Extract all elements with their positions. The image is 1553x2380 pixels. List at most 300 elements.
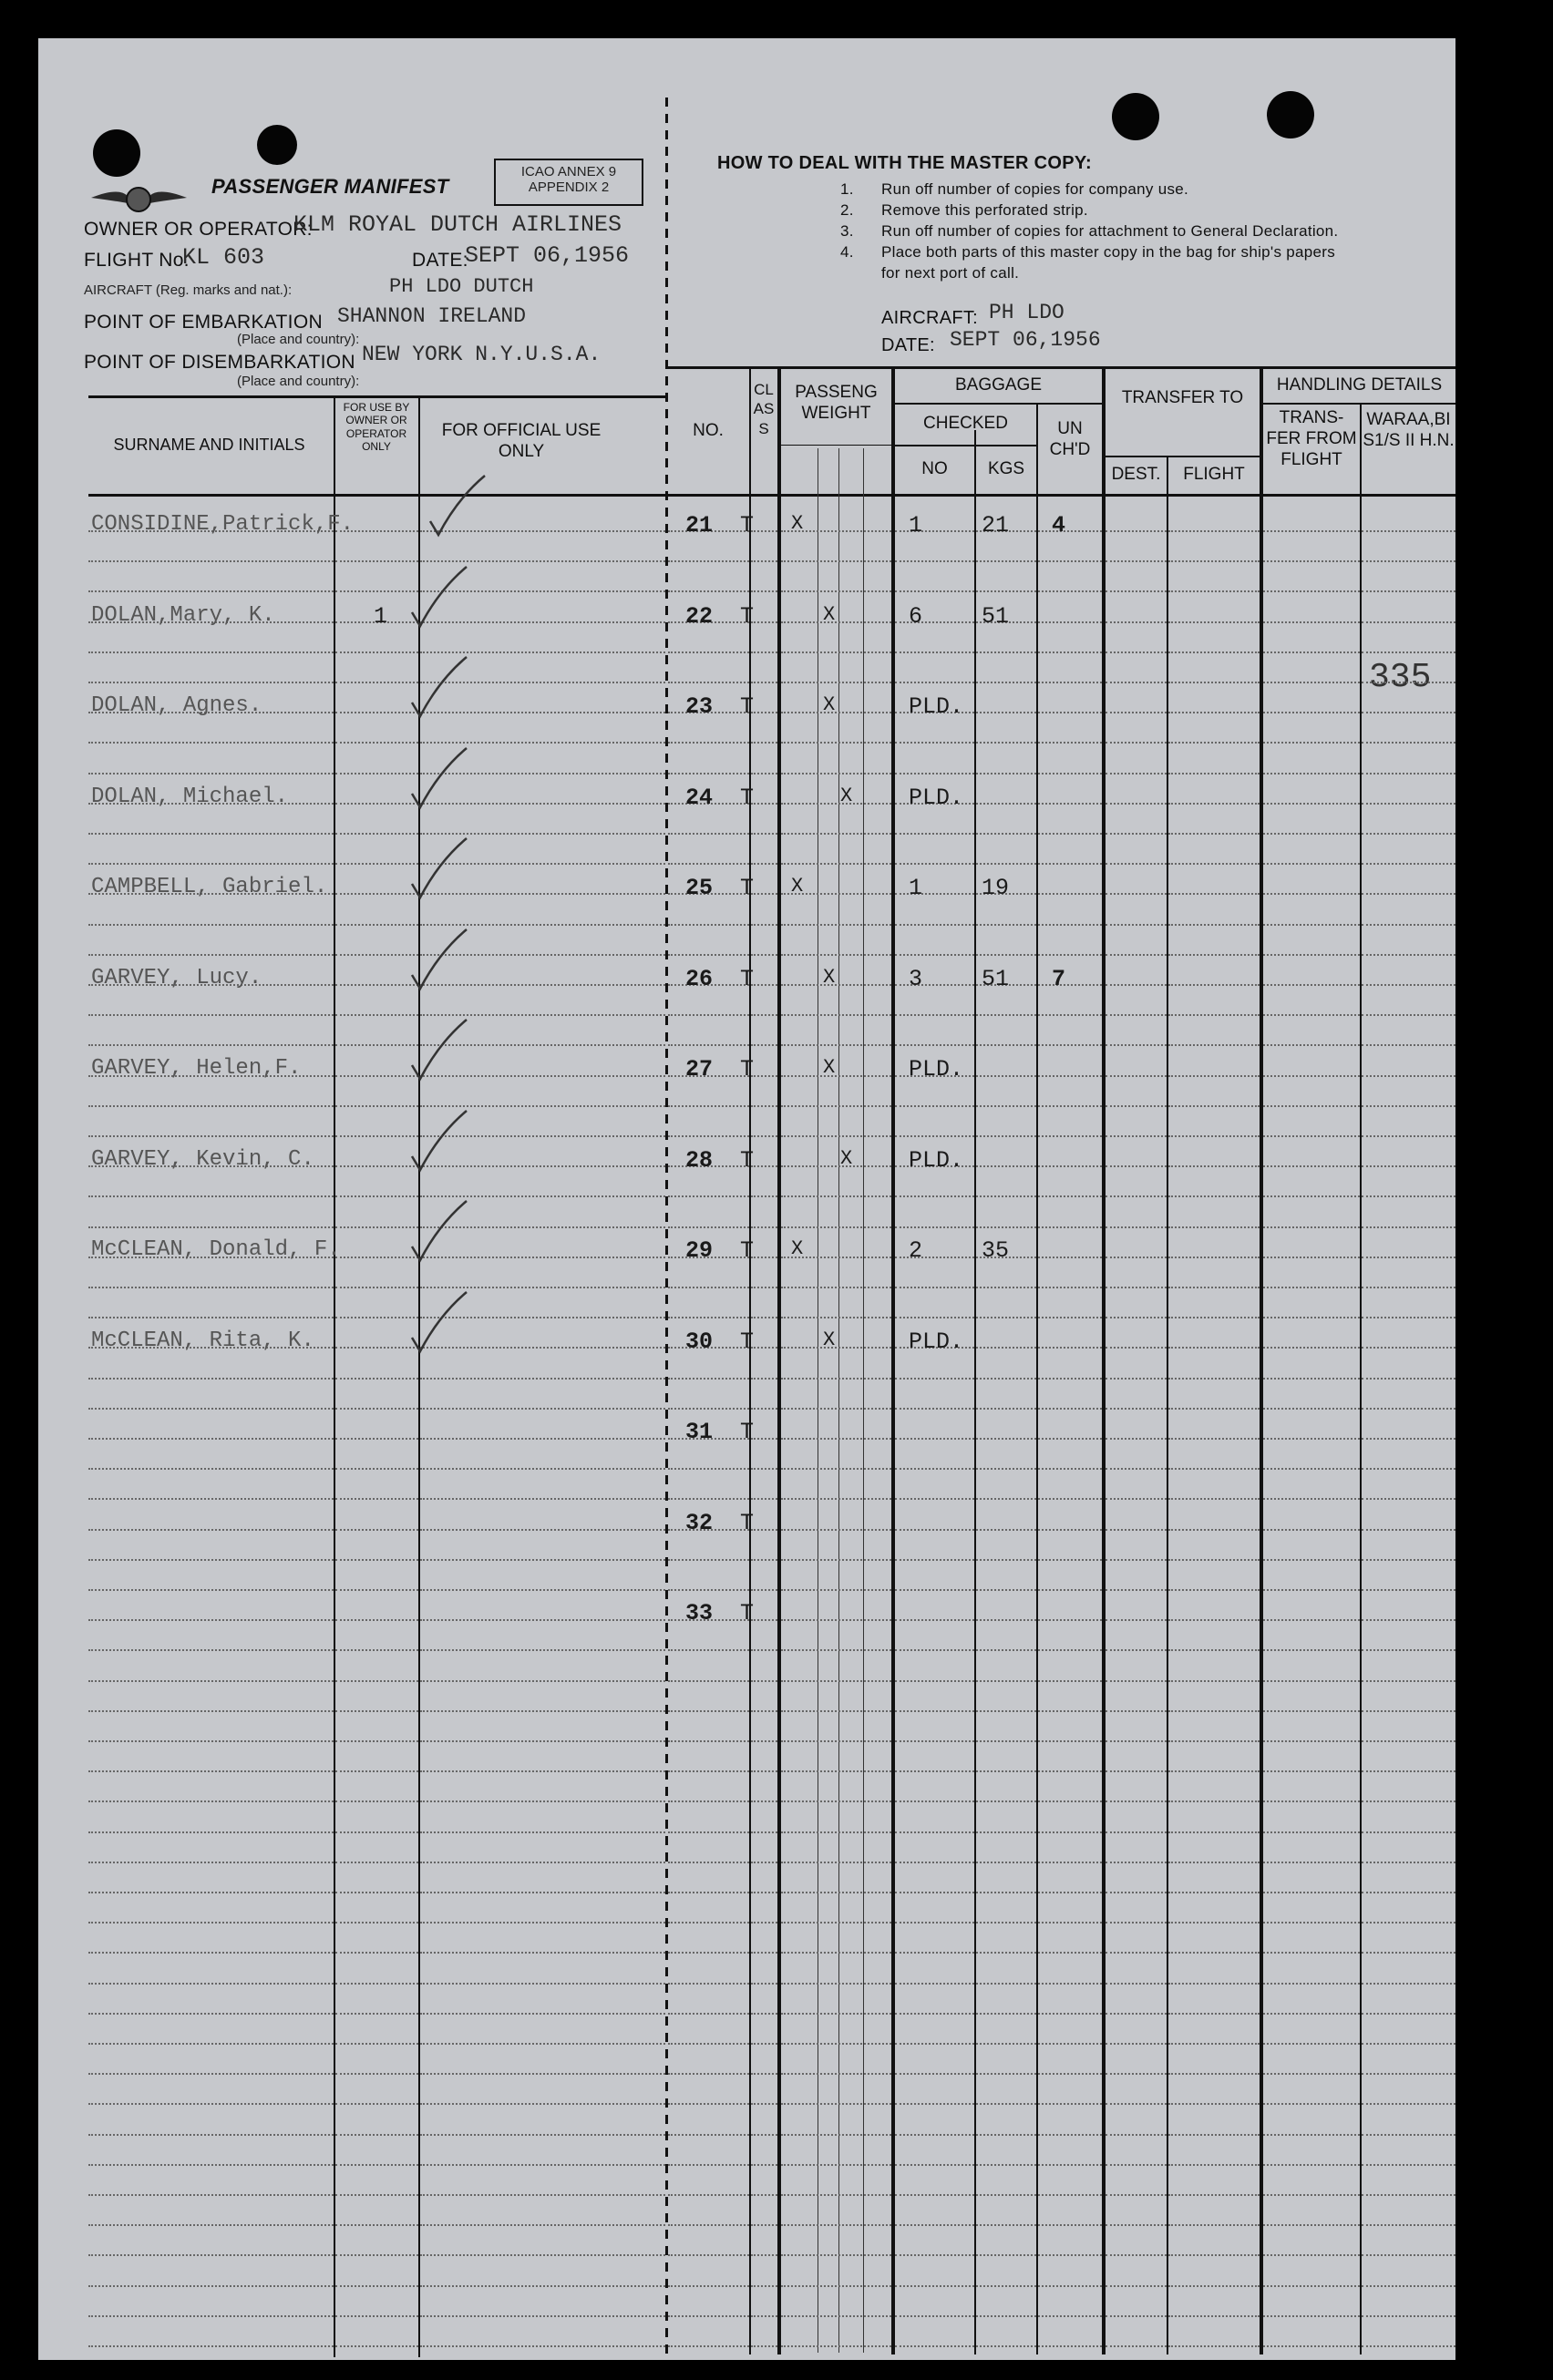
ruled-line [895,1044,974,1046]
ruled-line [335,1287,418,1288]
ruled-line [895,1195,974,1197]
ruled-line [88,1892,334,1893]
ruled-line [1168,1922,1260,1923]
ruled-line [1038,682,1102,683]
ruled-line [1263,2134,1360,2136]
ruled-line [335,2103,418,2105]
ruled-line [751,530,777,532]
manifest-page [38,38,1455,2360]
ruled-line [1263,1468,1360,1470]
ruled-line [1106,1105,1167,1107]
ruled-line [751,560,777,562]
ruled-line [1038,1740,1102,1742]
ruled-line [1106,560,1167,562]
ruled-line [976,1135,1036,1137]
ruled-line [668,2345,749,2347]
ruled-line [1362,2164,1455,2166]
ruled-line [781,2013,891,2015]
ruled-line [88,1983,334,1985]
ruled-line [781,2345,891,2347]
ruled-line [976,2345,1036,2347]
ruled-line [88,1408,334,1410]
ruled-line [335,2164,418,2166]
ruled-line [781,712,891,713]
ruled-line [1106,1983,1167,1985]
passenger-name: GARVEY, Helen,F. [91,1056,302,1081]
ruled-line [88,2285,334,2287]
ruled-line [895,1317,974,1318]
bag-count: PLD. [909,1328,964,1355]
checked-rule [895,445,1036,446]
ruled-line [781,1922,891,1923]
ruled-line [1106,1135,1167,1137]
ruled-line [668,1135,749,1137]
ruled-line [976,1378,1036,1380]
ruled-line [1038,651,1102,653]
ruled-line [781,1075,891,1077]
ruled-line [895,1952,974,1954]
ruled-line [420,2073,665,2075]
ruled-line [88,1014,334,1016]
ruled-line [976,924,1036,926]
ruled-line [1263,1529,1360,1531]
ruled-line [668,1468,749,1470]
ruled-line [1106,1195,1167,1197]
ruled-line [335,682,418,683]
ruled-line [1038,2164,1102,2166]
ruled-line [781,1044,891,1046]
ruled-line [976,1408,1036,1410]
ruled-line [751,1195,777,1197]
ruled-line [1263,1800,1360,1802]
ruled-line [1362,833,1455,835]
ruled-line [976,2285,1036,2287]
ruled-line [335,924,418,926]
ruled-line [895,2013,974,2015]
ruled-line [976,1317,1036,1318]
ruled-line [751,1165,777,1167]
ruled-line [1106,893,1167,895]
ruled-line [1168,2194,1260,2196]
owner-label: OWNER OR OPERATOR: [84,219,313,240]
ruled-line [751,1800,777,1802]
ruled-line [781,1983,891,1985]
ruled-line [1362,1800,1455,1802]
ruled-line [1168,742,1260,744]
ruled-line [895,1862,974,1863]
unchecked-count: 4 [1052,512,1066,539]
ruled-line [976,1983,1036,1985]
ruled-line [1168,2073,1260,2075]
ruled-line [895,924,974,926]
col-divider [891,368,895,2354]
ruled-line [1263,682,1360,683]
ruled-line [781,1408,891,1410]
ruled-line [751,863,777,865]
ruled-line [1168,2043,1260,2045]
ruled-line [1168,1347,1260,1349]
ruled-line [1038,1498,1102,1500]
ruled-line [751,1014,777,1016]
ruled-line [976,1165,1036,1167]
ruled-line [1038,2285,1102,2287]
left-table-top-rule [88,395,665,398]
ruled-line [1362,1165,1455,1167]
klm-crown-logo-icon [91,170,187,225]
ruled-line [668,2134,749,2136]
bag-count: PLD. [909,784,964,811]
ruled-line [1106,2345,1167,2347]
ruled-line [88,1710,334,1712]
ruled-line [1168,1710,1260,1712]
weight-mark: X [840,784,853,807]
flight-label: FLIGHT No. [84,250,190,271]
ruled-line [335,1680,418,1682]
ruled-line [751,1408,777,1410]
class-cell: T [740,784,755,811]
ruled-line [1038,1044,1102,1046]
date-value: SEPT 06,1956 [465,242,630,269]
ruled-line [1038,530,1102,532]
ruled-line [88,2194,334,2196]
ruled-line [751,1468,777,1470]
ruled-line [1106,1498,1167,1500]
ruled-line [1362,682,1455,683]
ruled-line [668,682,749,683]
ruled-line [88,651,334,653]
ruled-line [1263,560,1360,562]
instruction-number: 4. [840,243,854,261]
ruled-line [668,954,749,956]
ruled-line [1106,2164,1167,2166]
ruled-line [751,682,777,683]
instr-date-label: DATE: [881,335,935,355]
ruled-line [668,2254,749,2256]
ruled-line [668,1680,749,1682]
ruled-line [895,1438,974,1440]
ruled-line [1106,2194,1167,2196]
ruled-line [751,1619,777,1621]
col-divider [777,368,781,2354]
ruled-line [1263,2254,1360,2256]
ruled-line [668,1892,749,1893]
checkmark-icon [407,834,471,902]
ruled-line [1038,2254,1102,2256]
ruled-line [895,2164,974,2166]
ruled-line [335,1862,418,1863]
ruled-line [88,2073,334,2075]
ruled-line [1263,1983,1360,1985]
ruled-line [1362,1347,1455,1349]
ruled-line [976,1044,1036,1046]
row-number: 27 [685,1056,714,1082]
ruled-line [1168,1438,1260,1440]
ruled-line [335,2345,418,2347]
flight-value: KL 603 [182,244,265,271]
ruled-line [976,1014,1036,1016]
ruled-line [1106,1529,1167,1531]
ruled-line [1263,833,1360,835]
ruled-line [668,1831,749,1833]
ruled-line [1362,893,1455,895]
ruled-line [420,2254,665,2256]
ruled-line [420,1589,665,1591]
ruled-line [1168,984,1260,986]
ruled-line [335,1317,418,1318]
ruled-line [751,2043,777,2045]
ruled-line [781,2194,891,2196]
ruled-line [88,1287,334,1288]
instr-aircraft-label: AIRCRAFT: [881,308,979,328]
ruled-line [420,1680,665,1682]
weight-mark: X [840,1146,853,1170]
ruled-line [751,2224,777,2226]
ruled-line [895,1892,974,1893]
ruled-line [1263,1922,1360,1923]
ruled-line [1106,1438,1167,1440]
ruled-line [1106,863,1167,865]
passenger-name: DOLAN, Michael. [91,784,289,809]
ruled-line [895,1529,974,1531]
ruled-line [1106,2315,1167,2317]
ruled-line [1038,560,1102,562]
ruled-line [668,1589,749,1591]
ruled-line [1038,2073,1102,2075]
ruled-line [1362,1438,1455,1440]
ruled-line [781,2134,891,2136]
ruled-line [976,2043,1036,2045]
instruction-text: Run off number of copies for company use. [881,180,1189,198]
embark-label: POINT OF EMBARKATION [84,312,323,333]
ruled-line [751,2254,777,2256]
ruled-line [1168,2013,1260,2015]
ruled-line [668,1710,749,1712]
ruled-line [1362,1014,1455,1016]
ruled-line [751,651,777,653]
ruled-line [895,590,974,592]
col-transfer: TRANSFER TO [1121,388,1244,407]
ruled-line [668,742,749,744]
ruled-line [668,651,749,653]
ruled-line [1362,2194,1455,2196]
ruled-line [88,560,334,562]
instr-aircraft-value: PH LDO [989,301,1064,324]
ruled-line [976,954,1036,956]
ruled-line [1038,1408,1102,1410]
ruled-line [781,682,891,683]
ruled-line [1168,803,1260,805]
ruled-line [751,2285,777,2287]
ruled-line [1263,1770,1360,1772]
ruled-line [1168,2254,1260,2256]
bag-kgs: 51 [982,965,1010,992]
ruled-line [781,773,891,775]
ruled-line [781,1559,891,1561]
ruled-line [1263,1075,1360,1077]
ruled-line [1168,1075,1260,1077]
embark-value: SHANNON IRELAND [337,304,527,328]
ruled-line [976,1831,1036,1833]
aircraft-value: PH LDO DUTCH [389,275,534,298]
row-number: 26 [685,965,714,992]
ruled-line [88,1862,334,1863]
ruled-line [1362,1831,1455,1833]
ruled-line [1106,2103,1167,2105]
ruled-line [895,1378,974,1380]
ruled-line [420,2315,665,2317]
ruled-line [1168,893,1260,895]
class-cell: T [740,1600,755,1626]
ruled-line [976,863,1036,865]
ruled-line [895,1014,974,1016]
ruled-line [335,1135,418,1137]
ruled-line [1362,954,1455,956]
ruled-line [751,1317,777,1318]
checkmark-icon [407,562,471,631]
ruled-line [1038,1135,1102,1137]
ruled-line [668,1317,749,1318]
instruction-number: 1. [840,180,854,198]
bag-count: 3 [909,965,923,992]
ruled-line [781,2254,891,2256]
ruled-line [420,2164,665,2166]
ruled-line [1038,1922,1102,1923]
ruled-line [895,893,974,895]
ruled-line [1168,863,1260,865]
checkmark-icon [407,652,471,721]
ruled-line [751,1770,777,1772]
ruled-line [668,1770,749,1772]
ruled-line [1362,530,1455,532]
ruled-line [976,1680,1036,1682]
ruled-line [88,2315,334,2317]
bag-kgs: 51 [982,602,1010,630]
ruled-line [88,2103,334,2105]
ruled-line [1106,1165,1167,1167]
weight-rule [781,445,891,446]
ruled-line [976,2073,1036,2075]
ruled-line [781,1680,891,1682]
instr-date-value: SEPT 06,1956 [950,328,1101,352]
ruled-line [976,590,1036,592]
ruled-line [781,621,891,623]
ruled-line [1106,742,1167,744]
ruled-line [781,560,891,562]
ruled-line [895,1257,974,1258]
ruled-line [1038,1075,1102,1077]
checkmark-icon [407,1287,471,1356]
bag-count: 1 [909,512,923,539]
ruled-line [751,1710,777,1712]
ruled-line [781,1710,891,1712]
ruled-line [1263,2073,1360,2075]
row-number: 31 [685,1419,714,1445]
ruled-line [1168,1195,1260,1197]
ruled-line [335,1649,418,1651]
ruled-line [420,1408,665,1410]
ruled-line [1263,1287,1360,1288]
ruled-line [1362,2315,1455,2317]
ruled-line [1038,1014,1102,1016]
ruled-line [976,1770,1036,1772]
ruled-line [781,2164,891,2166]
ruled-line [1263,1347,1360,1349]
ruled-line [668,2013,749,2015]
ruled-line [1168,1862,1260,1863]
weight-mark: X [823,1328,836,1351]
ruled-line [1263,773,1360,775]
ruled-line [751,742,777,744]
ruled-line [976,1862,1036,1863]
col-owner-use: FOR USE BY OWNER OR OPERATOR ONLY [343,401,410,454]
ruled-line [1362,1952,1455,1954]
ruled-line [1362,1529,1455,1531]
col-passeng-weight: PASSENG WEIGHT [795,383,878,423]
ruled-line [1106,2043,1167,2045]
ruled-line [751,1226,777,1228]
ruled-line [88,1226,334,1228]
ruled-line [751,1983,777,1985]
ruled-line [1362,1649,1455,1651]
handling-rule [1263,403,1455,405]
ruled-line [335,1257,418,1258]
ruled-line [1263,1014,1360,1016]
ruled-line [1362,1559,1455,1561]
ruled-line [1168,590,1260,592]
ruled-line [1038,590,1102,592]
ruled-line [1038,863,1102,865]
ruled-line [976,1226,1036,1228]
col-divider [1102,368,1106,2354]
ruled-line [1106,682,1167,683]
ruled-line [1263,984,1360,986]
ruled-line [751,621,777,623]
ruled-line [335,2285,418,2287]
ruled-line [420,2013,665,2015]
ruled-line [895,560,974,562]
ruled-line [1106,1862,1167,1863]
ruled-line [335,2134,418,2136]
ruled-line [1168,1800,1260,1802]
ruled-line [335,2254,418,2256]
ruled-line [88,2164,334,2166]
ruled-line [751,1589,777,1591]
row-number: 28 [685,1146,714,1174]
col-checked-no: NO [921,459,948,478]
ruled-line [335,1498,418,1500]
ruled-line [1362,1589,1455,1591]
ruled-line [1168,1770,1260,1772]
ruled-line [751,1378,777,1380]
weight-mark: X [791,1237,804,1260]
ruled-line [335,1529,418,1531]
ruled-line [1038,1770,1102,1772]
ruled-line [751,1892,777,1893]
ruled-line [1168,1317,1260,1318]
ruled-line [976,1710,1036,1712]
instructions-heading: HOW TO DEAL WITH THE MASTER COPY: [717,153,1093,173]
ruled-line [1106,1710,1167,1712]
ruled-line [976,2194,1036,2196]
ruled-line [668,1800,749,1802]
ruled-line [88,1468,334,1470]
ruled-line [781,1468,891,1470]
ruled-line [335,560,418,562]
ruled-line [895,1680,974,1682]
ruled-line [420,2043,665,2045]
col-flight: FLIGHT [1183,465,1245,484]
ruled-line [1362,1619,1455,1621]
